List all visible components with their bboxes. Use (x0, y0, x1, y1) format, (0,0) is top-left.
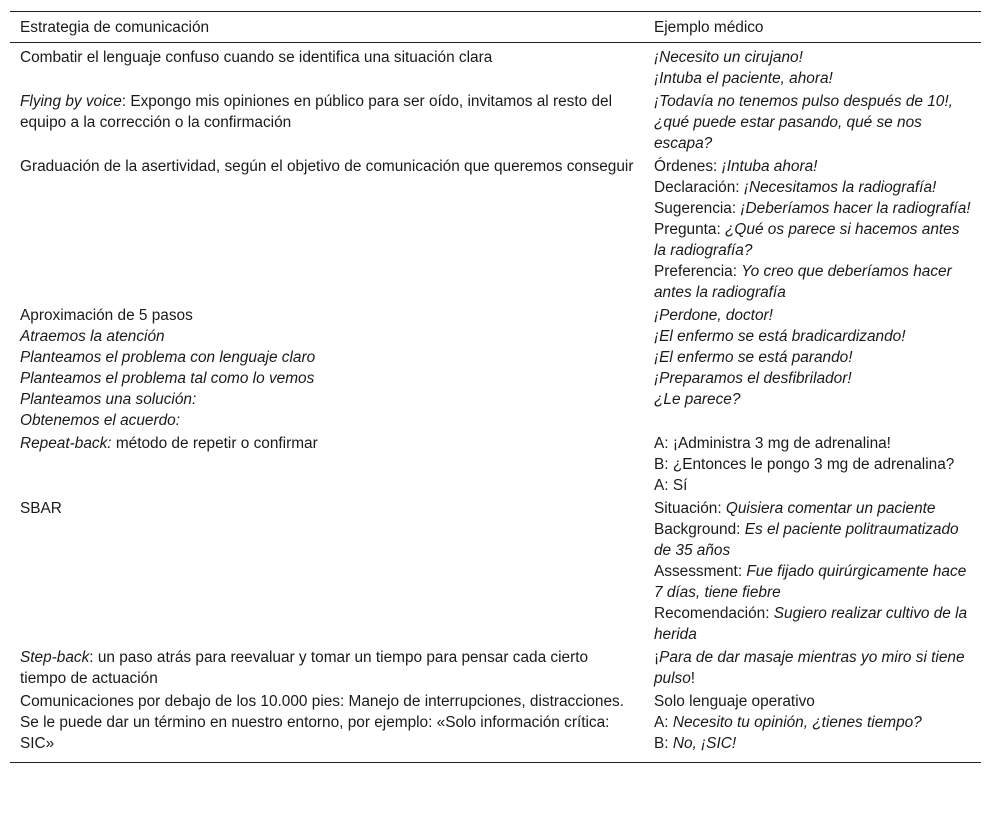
table-row (10, 432, 981, 497)
text: A: Sí (654, 477, 688, 494)
cell-line (654, 91, 971, 154)
italic-text: Fue fijado quirúrgicamente hace 7 días, tiene fiebre (654, 563, 967, 601)
example-cell (644, 43, 981, 91)
cell-line (654, 368, 971, 389)
table-row (10, 690, 981, 763)
italic-text: No, ¡SIC! (672, 735, 737, 752)
italic-text: Para de dar masaje mientras yo miro si tiene pulso (654, 649, 965, 687)
italic-text: Quisiera comentar un paciente (725, 500, 936, 517)
table-row (10, 497, 981, 646)
italic-text: Planteamos una solución: (20, 391, 197, 408)
italic-text: Atraemos la atención (20, 328, 165, 345)
cell-line (654, 433, 971, 454)
cell-line (20, 410, 634, 431)
italic-text: ¡Intuba el paciente, ahora! (654, 70, 833, 87)
header-medical-example: Ejemplo médico (654, 19, 764, 36)
italic-text: ¡Necesitamos la radiografía! (743, 179, 937, 196)
text: Assessment: (654, 563, 747, 580)
strategy-cell (10, 646, 644, 690)
communication-strategies-table (10, 11, 981, 763)
text: método de repetir o confirmar (111, 435, 318, 452)
cell-line (654, 177, 971, 198)
cell-line (654, 561, 971, 603)
cell-line (20, 691, 634, 754)
italic-text: ¡Todavía no tenemos pulso después de 10!, ¿qué puede estar pasando, qué se nos escapa? (654, 93, 953, 152)
text: : un paso atrás para reevaluar y tomar un tiempo para pensar cada cierto tiempo de actuación (20, 649, 589, 687)
example-cell (644, 90, 981, 155)
italic-text: Es el paciente politraumatizado de 35 años (654, 521, 959, 559)
table-header-row (10, 12, 981, 43)
cell-line (654, 519, 971, 561)
text: Órdenes: (654, 158, 722, 175)
cell-line (20, 498, 634, 519)
cell-line (654, 691, 971, 712)
cell-line (20, 305, 634, 326)
italic-text: ¡Preparamos el desfibrilador! (654, 370, 852, 387)
example-cell (644, 690, 981, 763)
table-row (10, 304, 981, 432)
text: Comunicaciones por debajo de los 10.000 pies: Manejo de interrupciones, distracciones. Se le puede dar un término en nuestro entorno, por ejemplo: «Solo información crítica: SIC» (20, 693, 625, 752)
cell-line (654, 475, 971, 496)
cell-line (654, 47, 971, 68)
italic-text: ¿Qué os parece si hacemos antes la radiografía? (654, 221, 960, 259)
italic-text: ¡El enfermo se está bradicardizando! (654, 328, 906, 345)
cell-line (654, 326, 971, 347)
text: Sugerencia: (654, 200, 741, 217)
example-cell (644, 304, 981, 432)
italic-text: ¡Intuba ahora! (721, 158, 818, 175)
example-cell (644, 155, 981, 304)
italic-text: Obtenemos el acuerdo: (20, 412, 180, 429)
table-body (10, 43, 981, 763)
table-row (10, 646, 981, 690)
example-cell (644, 646, 981, 690)
italic-text: Sugiero realizar cultivo de la herida (654, 605, 968, 643)
table-row (10, 155, 981, 304)
text: Recomendación: (654, 605, 774, 622)
text: Background: (654, 521, 745, 538)
cell-line (654, 198, 971, 219)
header-strategy: Estrategia de comunicación (20, 19, 210, 36)
cell-line (20, 156, 634, 177)
italic-text: ¡Perdone, doctor! (654, 307, 773, 324)
cell-line (654, 347, 971, 368)
cell-line (654, 712, 971, 733)
text: B: ¿Entonces le pongo 3 mg de adrenalina? (654, 456, 955, 473)
strategy-cell (10, 432, 644, 497)
italic-text: ¡Necesito un cirujano! (654, 49, 803, 66)
cell-line (654, 733, 971, 754)
example-cell (644, 432, 981, 497)
table-row (10, 43, 981, 91)
italic-text: ¡El enfermo se está parando! (654, 349, 853, 366)
text: Combatir el lenguaje confuso cuando se identifica una situación clara (20, 49, 493, 66)
italic-text: Flying by voice (20, 93, 122, 110)
strategy-cell (10, 43, 644, 91)
strategy-cell (10, 155, 644, 304)
cell-line (654, 261, 971, 303)
italic-text: ¡Deberíamos hacer la radiografía! (740, 200, 971, 217)
cell-line (20, 91, 634, 133)
cell-line (654, 156, 971, 177)
text: A: (654, 714, 673, 731)
italic-text: Necesito tu opinión, ¿tienes tiempo? (672, 714, 922, 731)
strategy-cell (10, 690, 644, 763)
text: Solo lenguaje operativo (654, 693, 815, 710)
italic-text: Planteamos el problema tal como lo vemos (20, 370, 315, 387)
table-row (10, 90, 981, 155)
cell-line (654, 454, 971, 475)
cell-line (654, 219, 971, 261)
strategy-cell (10, 304, 644, 432)
cell-line (20, 433, 634, 454)
italic-text: ¿Le parece? (654, 391, 741, 408)
cell-line (20, 47, 634, 68)
text: B: (654, 735, 673, 752)
cell-line (654, 603, 971, 645)
cell-line (654, 68, 971, 89)
cell-line (20, 368, 634, 389)
cell-line (20, 326, 634, 347)
text: Declaración: (654, 179, 744, 196)
text: Aproximación de 5 pasos (20, 307, 193, 324)
cell-line (654, 305, 971, 326)
example-cell (644, 497, 981, 646)
strategy-cell (10, 90, 644, 155)
text: Preferencia: (654, 263, 742, 280)
text: ¡ (654, 649, 660, 666)
text: ! (690, 670, 696, 687)
text: Graduación de la asertividad, según el objetivo de comunicación que queremos conseguir (20, 158, 634, 175)
strategy-cell (10, 497, 644, 646)
cell-line (654, 647, 971, 689)
cell-line (20, 347, 634, 368)
text: A: ¡Administra 3 mg de adrenalina! (654, 435, 891, 452)
cell-line (654, 389, 971, 410)
text: Situación: (654, 500, 726, 517)
italic-text: Repeat-back: (20, 435, 112, 452)
italic-text: Step-back (20, 649, 90, 666)
cell-line (20, 647, 634, 689)
italic-text: Planteamos el problema con lenguaje claro (20, 349, 316, 366)
text: Pregunta: (654, 221, 726, 238)
cell-line (654, 498, 971, 519)
cell-line (20, 389, 634, 410)
italic-text: Yo creo que deberíamos hacer antes la radiografía (654, 263, 952, 301)
text: SBAR (20, 500, 62, 517)
text: : Expongo mis opiniones en público para ser oído, invitamos al resto del equipo a la corrección o la confirmación (20, 93, 613, 131)
